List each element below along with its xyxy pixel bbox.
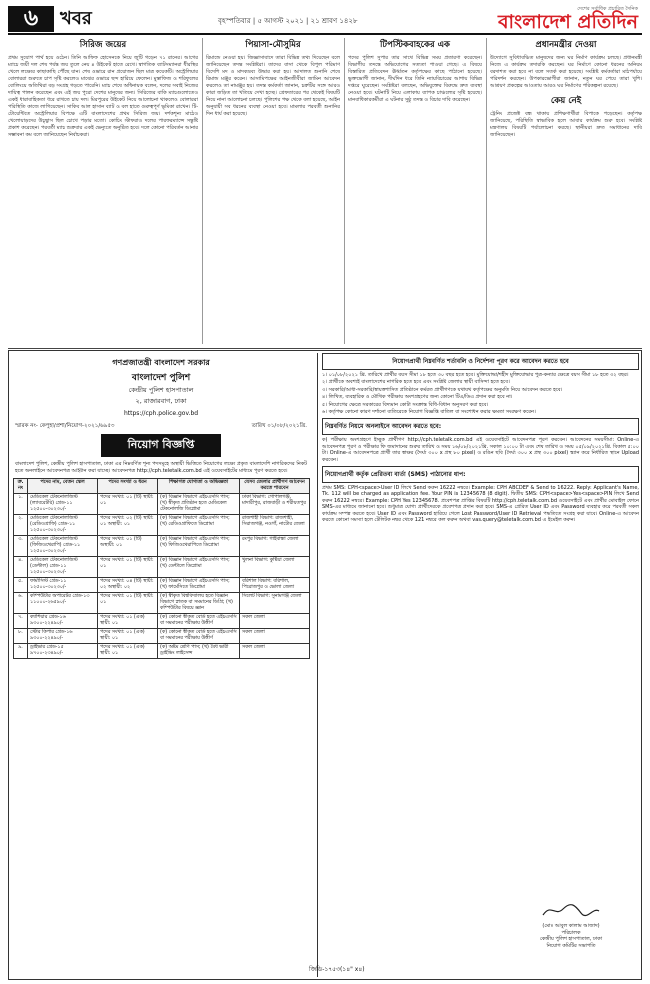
table-row [14, 644, 310, 659]
cell-post-count: পদের সংখ্যা: ০২ (টি) স্থায়ী: ০১ অস্থায়ী: ০১ [98, 515, 158, 536]
cell-post-count: পদের সংখ্যা: ০১ (টি) স্থায়ী: ০১ [98, 494, 158, 515]
intro-text: বাংলাদেশ পুলিশ, কেন্দ্রীয় পুলিশ হাসপাতাল, ঢাকা এর নিম্নবর্ণিত শূন্য পদসমূহে অস্থায়ী ভিত্তিতে নিয়োগের লক্ষ্যে প্রকৃত বাংলাদেশি নাগরিকদের নিকট হতে অনলাইনে আবেদনপত্র আহ্বান করা যাচ্ছে। আবেদনপত্র http://cph.teletalk.com.bd এই ওয়েবসাইটের মাধ্যমে পূরণ করতে হবে। [15, 461, 307, 474]
header-qualification: শিক্ষাগত যোগ্যতা ও অভিজ্ঞতা [158, 479, 240, 494]
cell-serial: ৯. [14, 644, 28, 659]
dateline: বৃহস্পতিবার | ৫ আগস্ট ২০২১ | ২১ শ্রাবণ ১৪২৮ [218, 17, 358, 25]
memo-date: তারিখ ০১/০৮/২০২১খ্রি. [251, 423, 307, 429]
table-row [14, 557, 310, 578]
ad-left-column [11, 353, 311, 977]
cell-qualification: (ক) বিজ্ঞান বিভাগে এইচএসসি পাস; (খ) স্বীকৃত প্রতিষ্ঠান হতে মেডিকেল টেকনোলজি ডিপ্লোমা [158, 494, 240, 515]
table-row [14, 536, 310, 557]
sms-rules: প্রথম SMS: CPH<space>User ID লিখে Send করুন 16222 নম্বরে। Example: CPH ABCDEF & Send to 16222. Reply: Applicant's Name, Tk. 112 will be charged as application fee. Your PIN is 12345678 (8 digit). দ্বিতীয় SMS: CPH<space>Yes<space>PIN লিখে Send করুন 16222 নম্বরে। Example: CPH Yes 12345678. প্রবেশপত্র প্রাপ্তির বিষয়টি http://cph.teletalk.com.bd ওয়েবসাইটে এবং প্রার্থীর মোবাইল ফোনে SMS-এর মাধ্যমে জানানো হবে। শুধুমাত্র যোগ্য প্রার্থীদেরকে প্রবেশপত্র প্রদান করা হবে। SMS-এ প্রেরিত User ID এবং Password ব্যবহার করে পরবর্তী সকল কার্যক্রম সম্পন্ন করতে হবে। User ID এবং Password হারিয়ে গেলে Lost Password/User ID Retrieval পদ্ধতিতে সংগ্রহ করা যাবে। Online-এ আবেদন করতে কোনো সমস্যা হলে টেলিটক নম্বর থেকে 121 নম্বরে কল করুন অথবা vas.query@teletalk.com.bd এ ইমেইল করুন। [322, 485, 639, 524]
cell-post-count: পদের সংখ্যা: ০১ (টি) স্থায়ী: ০১ [98, 593, 158, 614]
rule-item: ৪। লিখিত, ব্যবহারিক ও মৌখিক পরীক্ষায় অংশগ্রহণের জন্য কোনো টিএ/ডিএ প্রদান করা হবে না। [322, 394, 513, 401]
cell-post-name: স্টোর কিপার গ্রেড-১৬ ৯৩০০-২২৪৯০/- [28, 629, 98, 644]
cell-post-name: মেডিকেল টেকনোলজিস্ট (ডেন্টাল) গ্রেড-১১ ১২৫০০-৩০২৩০/- [28, 557, 98, 578]
signer-title: পরিচালক [561, 929, 581, 936]
article-body: প্রথম সুযোগ পার্থ হয়ে ওঠেন। তিনি আফিফ হোসেনকে নিয়ে জুটি গড়েন ৭১ রানের। আগের ম্যাচে জয়ী দল শেষ পর্যন্ত জয় তুলে নেয় ৪ উইকেট হাতে রেখে। স্বাগতিক ব্যাটসম্যানরা ধীরস্থির খেলে লক্ষ্যের কাছাকাছি পৌঁছে যান। শেষ ওভারে রান প্রয়োজন ছিল মাত্র কয়েকটি। অস্ট্রেলিয়ার বোলাররা শুরুতে চাপ সৃষ্টি করলেও মাঝের ওভারে ছন্দ হারিয়ে ফেলেন। মুস্তাফিজ ও শরিফুলের বোলিংয়ে অতিথিরা বড় সংগ্রহ গড়তে পারেনি। ম্যাচ শেষে অধিনায়ক বলেন, দলের সবাই নিজের দায়িত্ব পালন করেছেন এবং এই জয় পুরো দেশের মানুষের জন্য। সিরিজের বাকি ম্যাচগুলোতেও একই ধারাবাহিকতা ধরে রাখতে চায় দল। মিরপুরের উইকেট নিয়ে আলোচনা থাকলেও বোলাররা পরিস্থিতি কাজে লাগিয়েছেন। সাকিব আল হাসান ব্যাট ও বল হাতে গুরুত্বপূর্ণ ভূমিকা রাখেন। টি-টোয়েন্টিতে অস্ট্রেলিয়ার বিপক্ষে এটি বাংলাদেশের প্রথম সিরিজ জয়। দর্শকশূন্য মাঠেও খেলোয়াড়দের উচ্ছ্বাস ছিল চোখে পড়ার মতো। কোচিং স্টাফরাও দলের পারফরম্যান্সে সন্তুষ্টি প্রকাশ করেছেন। পরবর্তী ম্যাচ শুক্রবার একই ভেন্যুতে অনুষ্ঠিত হবে। দলে কোনো পরিবর্তন আনার সম্ভাবনা কম বলে জানিয়েছেন নির্বাচকরা। [8, 55, 198, 138]
article-pm [490, 38, 642, 348]
signer-office: কেন্দ্রীয় পুলিশ হাসপাতাল, ঢাকা [539, 936, 603, 942]
article-tipstick [348, 38, 482, 348]
cell-post-count: পদের সংখ্যা: ০১ (এক) স্থায়ী: ০১ [98, 629, 158, 644]
cell-serial: ১. [14, 494, 28, 515]
memo-number: স্মারক নং- কেপুহা/প্রশা/নিয়োগ-২০২১/৬৯৫৩ [15, 423, 115, 429]
cell-post-name: মেডিকেল টেকনোলজিস্ট (ল্যাবরেটরি) গ্রেড-১১ ১২৫০০-৩০২৩০/- [28, 494, 98, 515]
column-divider [344, 38, 345, 344]
cell-qualification: (ক) বিজ্ঞান বিভাগে এইচএসসি পাস; (খ) রেডিওগ্রাফিতে ডিপ্লোমা [158, 515, 240, 536]
cell-qualification: (ক) বিজ্ঞান বিভাগে এইচএসসি পাস; (খ) ফিজিওথেরাপিতে ডিপ্লোমা [158, 536, 240, 557]
cell-districts: রংপুর বিভাগ: গাইবান্ধা জেলা [240, 536, 310, 557]
rule-item: ৩। সরকারি/আধা-সরকারি/স্বায়ত্তশাসিত প্রতিষ্ঠানে কর্মরত প্রার্থীগণকে যথাযথ কর্তৃপক্ষের অনুমতি নিয়ে আবেদন করতে হবে। [322, 386, 563, 393]
gov-line: গণপ্রজাতন্ত্রী বাংলাদেশ সরকার [112, 358, 210, 367]
sms-title: নিয়োগপ্রার্থী কর্তৃক প্রেরিতব্য বার্তা (SMS) পাঠানোর ধাপ: [322, 466, 639, 483]
page-header [8, 6, 642, 32]
header-serial: ক্র. নং [14, 479, 28, 494]
ad-code: জিডি-১৭৫৩(১৪" x৪) [309, 966, 365, 973]
cell-post-name: ফার্মাসিস্ট গ্রেড-১১ ১২৫০০-৩০২৩০/- [28, 578, 98, 593]
rule-item: ১। ০১/০৮/২০২১ খ্রি. তারিখে প্রার্থীর বয়স সীমা ১৮ হতে ৩০ বছর হতে হবে। মুক্তিযোদ্ধা/শহীদ মুক্তিযোদ্ধার পুত্র-কন্যার ক্ষেত্রে বয়স সীমা ১৮ হতে ৩২ বছর। [322, 372, 629, 378]
ad-masthead [11, 357, 311, 417]
header-districts: যেসব জেলার প্রার্থীগণ আবেদন করতে পারবেন [240, 479, 310, 494]
article-piyasa [206, 38, 340, 348]
article-title: পিয়াসা-মৌসুমির [245, 40, 301, 50]
posts-table [13, 478, 310, 659]
cell-serial: ৫. [14, 578, 28, 593]
cell-districts: খুলনা বিভাগ: কুষ্টিয়া জেলা [240, 557, 310, 578]
cell-districts: সকল জেলা [240, 629, 310, 644]
page-number: ৬ [8, 6, 54, 32]
header-post-name: পদের নাম, বেতন স্কেল [28, 479, 98, 494]
table-row [14, 494, 310, 515]
online-rules: ক) পরীক্ষায় অংশগ্রহণে ইচ্ছুক প্রার্থীগণ http://cph.teletalk.com.bd এই ওয়েবসাইটে আবেদনপত্র পূরণ করবেন। আবেদনের সময়সীমা: Online-এ আবেদনপত্র পূরণ ও পরীক্ষার ফি জমাদানের শুরুর তারিখ ও সময় ১৬/০৮/২০২১খ্রি. সকাল ১০:০০ টা এবং শেষ তারিখ ও সময় ০৫/০৯/২০২১খ্রি. বিকাল ৫:০০ টা। Online-এ আবেদনপত্রে প্রার্থী তার স্বাক্ষর (দৈর্ঘ্য ৩০০ x প্রস্থ ৮০ pixel) ও রঙিন ছবি (দৈর্ঘ্য ৩০০ x প্রস্থ ৩০০ pixel) স্ক্যান করে নির্ধারিত স্থানে Upload করবেন। [322, 437, 639, 463]
cell-serial: ৮. [14, 629, 28, 644]
cell-districts: সকল জেলা [240, 644, 310, 659]
cell-post-name: মেডিকেল টেকনোলজিস্ট (রেডিওগ্রাফি) গ্রেড-১১ ১২৫০০-৩০২৩০/- [28, 515, 98, 536]
posts-table-body [14, 494, 310, 659]
cell-post-count: পদের সংখ্যা: ০১ (এক) স্থায়ী: ০১ [98, 644, 158, 659]
cell-post-name: ক্যাশিয়ার গ্রেড-১৬ ৯৩০০-২২৪৯০/- [28, 614, 98, 629]
cell-qualification: (ক) কোনো স্বীকৃত বোর্ড হতে এইচএসসি বা সমমানের পরীক্ষায় উত্তীর্ণ [158, 614, 240, 629]
cell-serial: ২. [14, 515, 28, 536]
table-row [14, 593, 310, 614]
cell-qualification: (ক) বিজ্ঞান বিভাগে এইচএসসি পাস; (খ) ফার্মেসিতে ডিপ্লোমা [158, 578, 240, 593]
column-divider [486, 38, 487, 344]
cell-districts: বরিশাল বিভাগ: বরিশাল, পিরোজপুর ও ভোলা জেলা [240, 578, 310, 593]
article-title: কেয় নেই [550, 96, 582, 106]
newspaper-logo: বাংলাদেশ প্রতিদিন [497, 11, 638, 33]
header-post-count: পদের সংখ্যা ও ধরন [98, 479, 158, 494]
rules-list [322, 372, 639, 415]
cell-qualification: (ক) কোনো স্বীকৃত বোর্ড হতে এইচএসসি বা সমমানের পরীক্ষায় উত্তীর্ণ [158, 629, 240, 644]
section-title: খবর [60, 8, 92, 29]
org-name: বাংলাদেশ পুলিশ [131, 373, 191, 383]
cell-districts: রাজশাহী বিভাগ: রাজশাহী, সিরাজগঞ্জ, নওগাঁ, নাটোর জেলা [240, 515, 310, 536]
website-url: https://cph.police.gov.bd [123, 410, 199, 417]
article-body: ট্রেনিং প্রজেক্ট বন্ধ থাকায় প্রশিক্ষণার্থীরা বিপাকে পড়েছেন। কর্তৃপক্ষ জানিয়েছে, পরিস্থিতি স্বাভাবিক হলে আবার কার্যক্রম শুরু হবে। সংশ্লিষ্ট মন্ত্রণালয় বিষয়টি পর্যালোচনা করছে। স্থানীয়রা দ্রুত সমাধানের দাবি জানিয়েছেন। [490, 111, 642, 138]
cell-qualification: (ক) অষ্টম শ্রেণি পাস; (খ) বৈধ ভারী ড্রাইভিং লাইসেন্স [158, 644, 240, 659]
table-row [14, 578, 310, 593]
column-divider [202, 38, 203, 344]
header-rule [8, 33, 642, 35]
signer-role: নিয়োগ কমিটির সভাপতি [546, 942, 596, 949]
job-advertisement [8, 350, 642, 980]
cell-districts: ঢাকা বিভাগ: গোপালগঞ্জ, মাদারীপুর, রাজবাড়ী ও শরীয়তপুর [240, 494, 310, 515]
table-row [14, 614, 310, 629]
cell-post-name: মেডিকেল টেকনোলজিস্ট (ফিজিওথেরাপি) গ্রেড-১১ ১২৫০০-৩০২৩০/- [28, 536, 98, 557]
cell-post-count: পদের সংখ্যা: ০১ (টি) অস্থায়ী: ০১ [98, 536, 158, 557]
online-title: নিম্নবর্ণিত নিয়মে অনলাইনে আবেদন করতে হবে: [322, 418, 639, 435]
signature-icon [541, 901, 601, 919]
address: ২, রাজারবাগ, ঢাকা [135, 397, 187, 405]
article-title: প্রধানমন্ত্রীর দেওয়া [535, 40, 597, 50]
dept-name: কেন্দ্রীয় পুলিশ হাসপাতাল [128, 386, 194, 394]
tagline: দেশের সর্বাধিক প্রচারিত দৈনিক [577, 6, 638, 12]
article-title: সিরিজ জয়ের [79, 40, 127, 50]
section-rule [8, 348, 642, 349]
table-row [14, 515, 310, 536]
signature-block [511, 901, 631, 949]
cell-serial: ৭. [14, 614, 28, 629]
rule-item: ৬। কর্তৃপক্ষ কোনো কারণ দর্শানো ব্যতিরেকে নিয়োগ বিজ্ঞপ্তি বাতিল বা সংশোধন করার ক্ষমতা সংরক্ষণ করেন। [322, 409, 536, 416]
cell-serial: ৪. [14, 557, 28, 578]
rule-item: ৫। নিয়োগের ক্ষেত্রে সরকারের বিদ্যমান কোটা সংক্রান্ত বিধি-বিধান অনুসরণ করা হবে। [322, 401, 489, 408]
ad-right-column [317, 353, 639, 977]
article-body: রিমান্ডে নেওয়া হয়। জিজ্ঞাসাবাদে তারা বিভিন্ন তথ্য দিয়েছেন বলে জানিয়েছেন তদন্ত সংশ্লিষ্টরা। তাদের বাসা থেকে বিপুল পরিমাণ বিদেশি মদ ও মাদকদ্রব্য উদ্ধার করা হয়। আদালত শুনানি শেষে রিমান্ড মঞ্জুর করেন। আসামিপক্ষের আইনজীবীরা জামিন আবেদন করলেও তা নামঞ্জুর হয়। তদন্ত কর্মকর্তা জানান, চক্রটির সঙ্গে আরও কারা জড়িত তা খতিয়ে দেখা হচ্ছে। গ্রেফতারের পর থেকেই বিষয়টি নিয়ে নানা আলোচনা চলছে। পুলিশের পক্ষ থেকে বলা হয়েছে, আইন অনুযায়ী সব ধরনের ব্যবস্থা নেওয়া হবে। মামলার পরবর্তী শুনানির দিন ধার্য করা হয়েছে। [206, 55, 340, 117]
signer-name: (মোঃ আবুল কালাম আজাদ) [542, 923, 600, 929]
cell-districts: সকল জেলা [240, 614, 310, 629]
article-title: টিপস্টিকবাহকের এক [380, 40, 450, 50]
cell-post-count: পদের সংখ্যা: ০১ (টি) স্থায়ী: ০১ [98, 557, 158, 578]
article-body: পদের পুলিশ সুপার তার সাথে বিভিন্ন সময় প্রতারণা করেছেন। বিভাগীয় তদন্তে অভিযোগের সত্যতা পাওয়া গেছে। এ বিষয়ে বিস্তারিত প্রতিবেদন ঊর্ধ্বতন কর্তৃপক্ষের কাছে পাঠানো হয়েছে। ভুক্তভোগী জানান, দীর্ঘদিন ধরে তিনি ন্যায়বিচারের আশায় বিভিন্ন দপ্তরে ঘুরেছেন। সংশ্লিষ্টরা বলছেন, অভিযুক্তের বিরুদ্ধে দ্রুত ব্যবস্থা নেওয়া হবে। ঘটনাটি নিয়ে এলাকায় ব্যাপক চাঞ্চল্যের সৃষ্টি হয়েছে। মানবাধিকারকর্মীরা এ ঘটনার সুষ্ঠু তদন্ত ও বিচার দাবি করেছেন। [348, 55, 482, 103]
cell-qualification: (ক) স্বীকৃত বিশ্ববিদ্যালয় হতে বিজ্ঞান বিভাগে স্নাতক বা সমমানের ডিগ্রি; (খ) কম্পিউটার বিষয়ে জ্ঞান [158, 593, 240, 614]
memo-line [15, 423, 307, 431]
cell-qualification: (ক) বিজ্ঞান বিভাগে এইচএসসি পাস; (খ) ডেন্টালে ডিপ্লোমা [158, 557, 240, 578]
table-row [14, 629, 310, 644]
cell-districts: সিলেট বিভাগ: সুনামগঞ্জ জেলা [240, 593, 310, 614]
cell-post-count: পদের সংখ্যা: ০১ (এক) স্থায়ী: ০১ [98, 614, 158, 629]
cell-serial: ৩. [14, 536, 28, 557]
article-series-win [8, 38, 198, 348]
cell-post-name: ড্রাইভার গ্রেড-১৫ ৯৭০০-২৩৪৯০/- [28, 644, 98, 659]
cell-serial: ৬. [14, 593, 28, 614]
cell-post-name: কম্পিউটার অপারেটর গ্রেড-১৩ ১১০০০-২৬৫৯০/- [28, 593, 98, 614]
rules-title: নিয়োগপ্রার্থী নিম্নবর্ণিত শর্তাবলি ও নির্দেশনা পূরণ করে আবেদন করতে হবে [322, 353, 639, 370]
notice-banner: নিয়োগ বিজ্ঞপ্তি [101, 434, 221, 457]
rule-item: ২। প্রার্থীকে অবশ্যই বাংলাদেশের নাগরিক হতে হবে এবং সংশ্লিষ্ট জেলার স্থায়ী বাসিন্দা হতে হবে। [322, 379, 510, 386]
article-body: উদ্যোগে সুবিধাবঞ্চিত মানুষদের জন্য ঘর নির্মাণ কার্যক্রম চলছে। প্রধানমন্ত্রী নিজে এ কার্যক্রম তদারকি করছেন। ঘর নির্মাণে কোনো ধরনের অনিয়ম বরদাশত করা হবে না বলে সতর্ক করা হয়েছে। সংশ্লিষ্ট কর্মকর্তারা মাঠপর্যায়ে পরিদর্শন করছেন। উপকারভোগীরা জানান, নতুন ঘর পেয়ে তারা খুশি। আশ্রয়ণ প্রকল্পের আওতায় আরও ঘর নির্মাণের পরিকল্পনা রয়েছে। [490, 55, 642, 89]
cell-post-count: পদের সংখ্যা: ০৪ (টি) স্থায়ী: ০২ অস্থায়ী: ০২ [98, 578, 158, 593]
table-header-row [14, 479, 310, 494]
